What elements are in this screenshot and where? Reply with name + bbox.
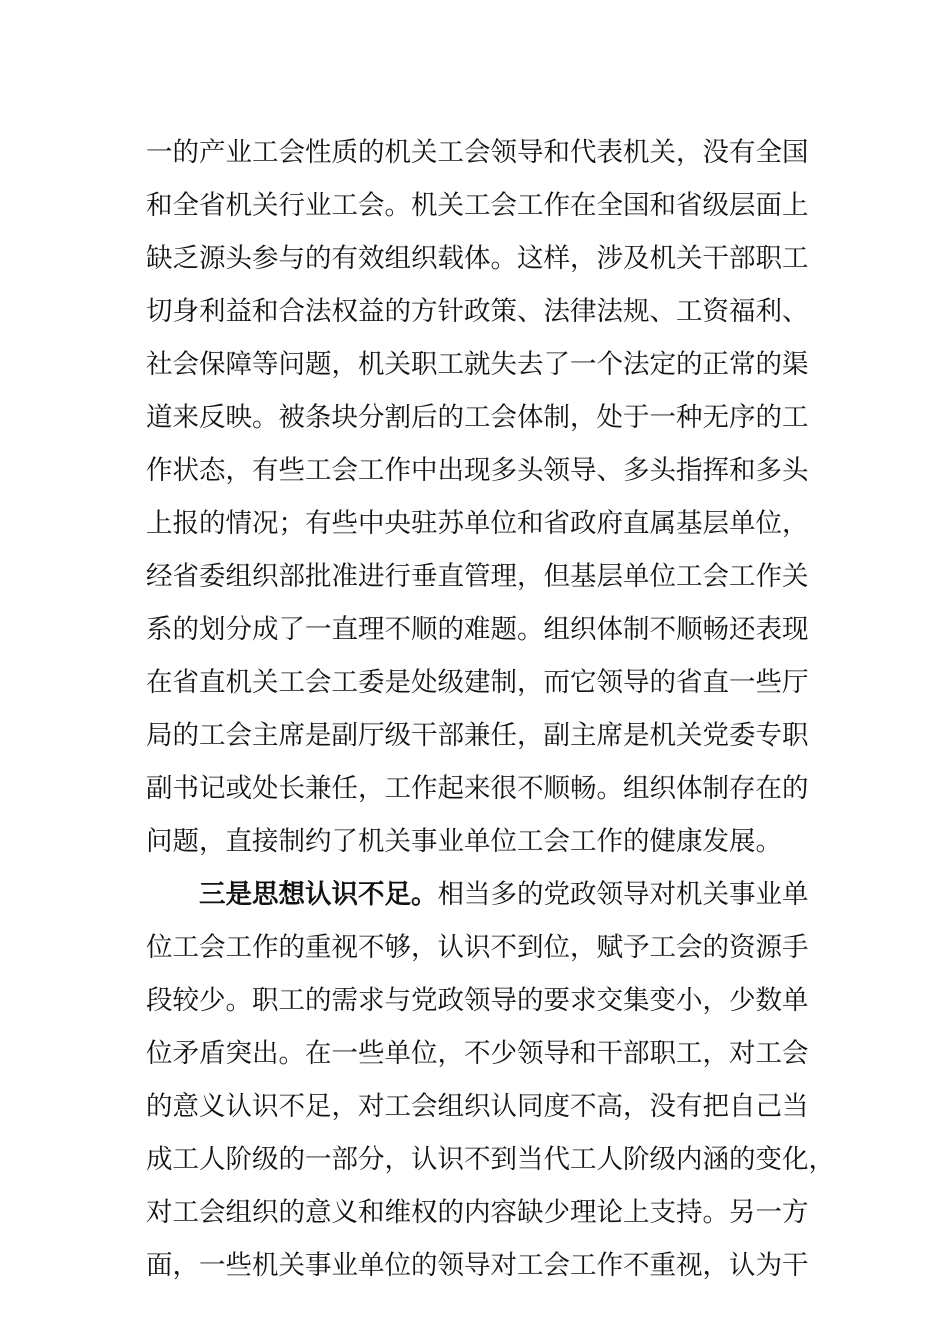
text-line: 上报的情况；有些中央驻苏单位和省政府直属基层单位， xyxy=(146,508,809,539)
text-line: 一的产业工会性质的机关工会领导和代表机关，没有全国 xyxy=(146,137,809,168)
text-line: 问题，直接制约了机关事业单位工会工作的健康发展。 xyxy=(146,826,782,857)
paragraph-first-line xyxy=(146,868,809,921)
text-line: 成工人阶级的一部分，认识不到当代工人阶级内涵的变化， xyxy=(146,1144,835,1175)
text-line: 面，一些机关事业单位的领导对工会工作不重视，认为干 xyxy=(146,1250,809,1281)
paragraph-heading: 三是思想认识不足。 xyxy=(199,879,438,910)
text-line: 缺乏源头参与的有效组织载体。这样，涉及机关干部职工 xyxy=(146,243,809,274)
text-line: 局的工会主席是副厅级干部兼任，副主席是机关党委专职 xyxy=(146,720,809,751)
text-line: 系的划分成了一直理不顺的难题。组织体制不顺畅还表现 xyxy=(146,614,809,645)
text-line: 位矛盾突出。在一些单位，不少领导和干部职工，对工会 xyxy=(146,1038,809,1069)
text-line: 对工会组织的意义和维权的内容缺少理论上支持。另一方 xyxy=(146,1197,809,1228)
text-line: 段较少。职工的需求与党政领导的要求交集变小，少数单 xyxy=(146,985,809,1016)
body-text xyxy=(146,126,835,1292)
text-line: 副书记或处长兼任，工作起来很不顺畅。组织体制存在的 xyxy=(146,773,809,804)
paragraph-first-line-text: 相当多的党政领导对机关事业单 xyxy=(437,879,809,910)
text-line: 社会保障等问题，机关职工就失去了一个法定的正常的渠 xyxy=(146,349,809,380)
text-line: 和全省机关行业工会。机关工会工作在全国和省级层面上 xyxy=(146,190,809,221)
text-line: 经省委组织部批准进行垂直管理，但基层单位工会工作关 xyxy=(146,561,809,592)
text-line: 在省直机关工会工委是处级建制，而它领导的省直一些厅 xyxy=(146,667,809,698)
text-line: 道来反映。被条块分割后的工会体制，处于一种无序的工 xyxy=(146,402,809,433)
text-line: 位工会工作的重视不够，认识不到位，赋予工会的资源手 xyxy=(146,932,809,963)
text-line: 的意义认识不足，对工会组织认同度不高，没有把自己当 xyxy=(146,1091,809,1122)
text-line: 作状态，有些工会工作中出现多头领导、多头指挥和多头 xyxy=(146,455,809,486)
text-line: 切身利益和合法权益的方针政策、法律法规、工资福利、 xyxy=(146,296,809,327)
